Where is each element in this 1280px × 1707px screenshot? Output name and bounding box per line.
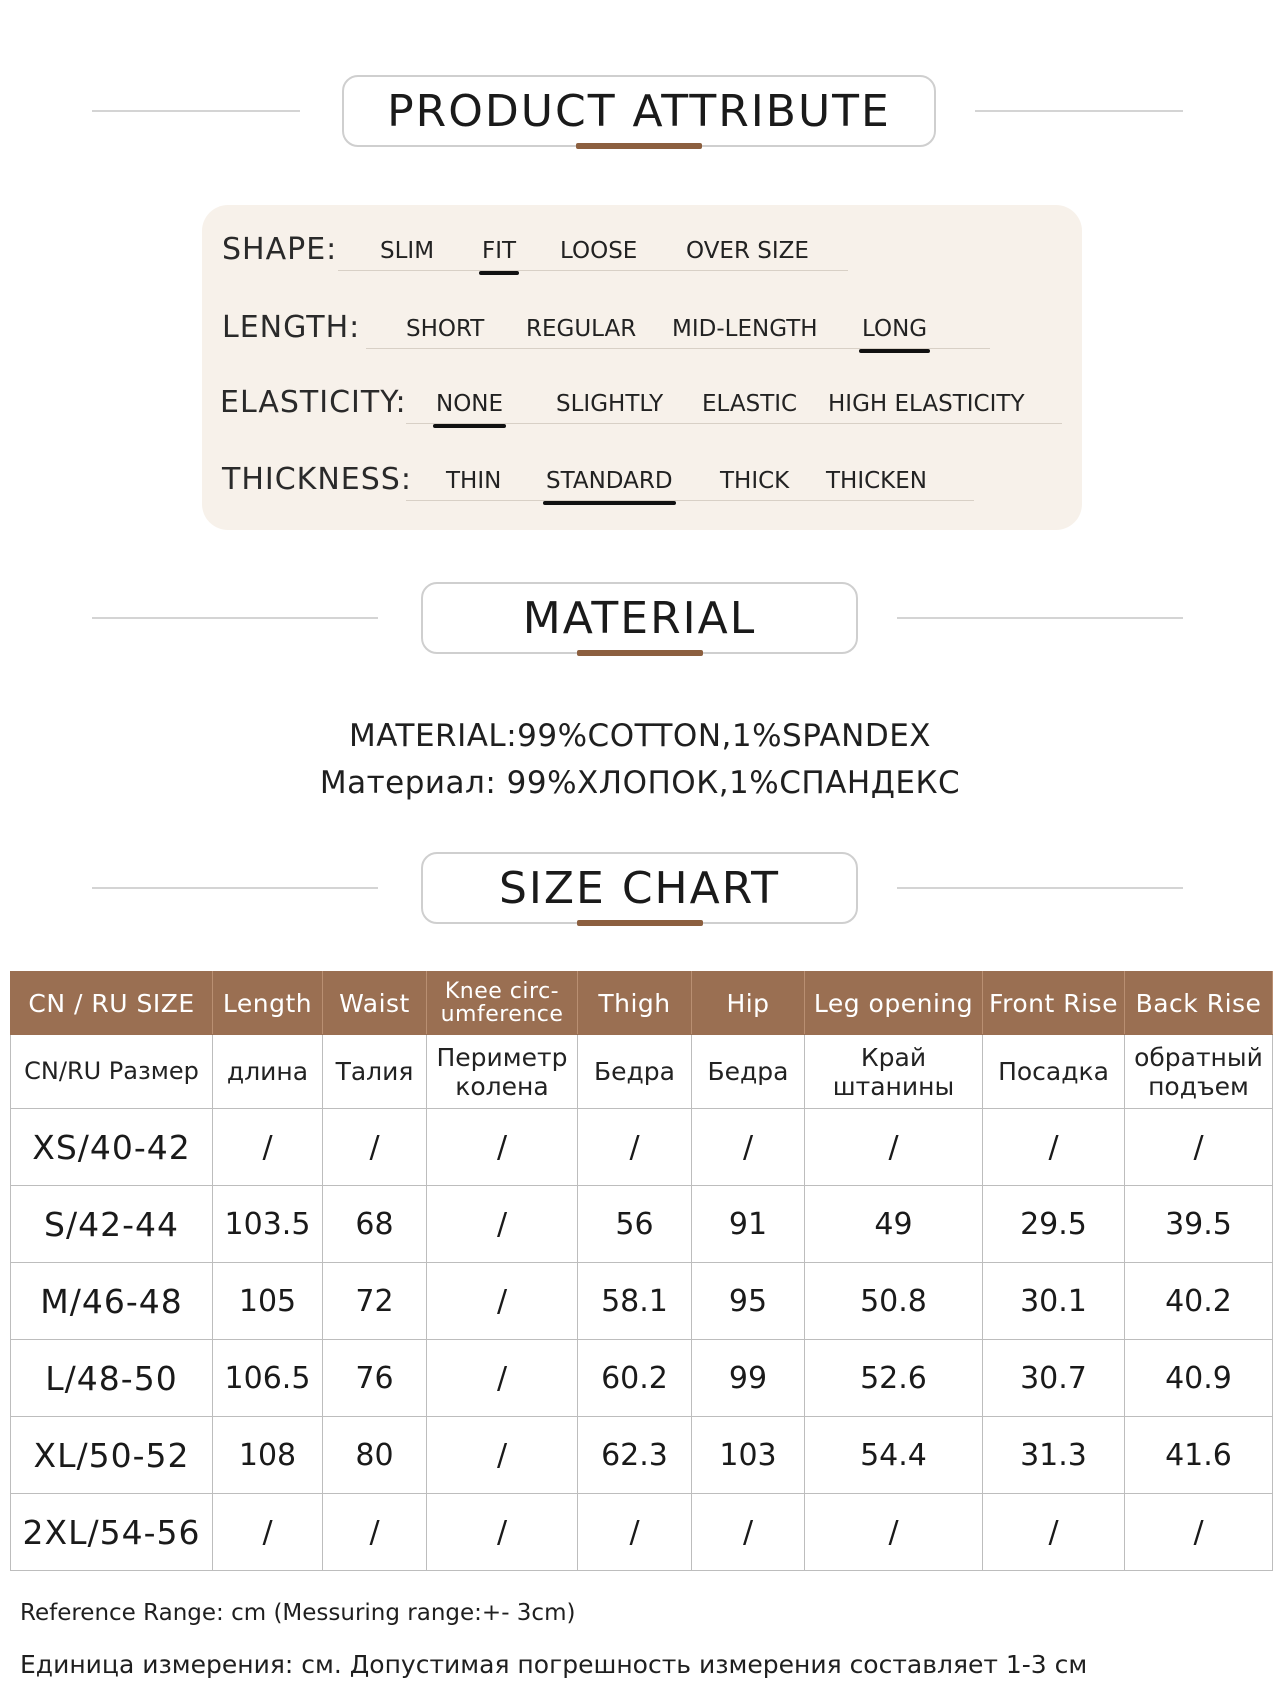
value-cell: 95 <box>692 1263 805 1340</box>
value-cell: 29.5 <box>983 1186 1125 1263</box>
value-cell: 106.5 <box>213 1340 323 1417</box>
attribute-row-length <box>202 308 1082 348</box>
value-cell: 31.3 <box>983 1417 1125 1494</box>
size-chart-table <box>10 971 1273 1571</box>
table-row <box>11 1340 1273 1417</box>
section-title-product-attribute <box>342 75 936 147</box>
attribute-option: REGULAR <box>526 316 637 342</box>
size-cell: 2XL/54-56 <box>11 1494 213 1571</box>
size-cell: S/42-44 <box>11 1186 213 1263</box>
header-cell-ru: Край штанины <box>805 1035 983 1109</box>
attribute-option: THICK <box>720 468 790 494</box>
attribute-line <box>338 270 848 271</box>
value-cell: 49 <box>805 1186 983 1263</box>
value-cell: 108 <box>213 1417 323 1494</box>
divider-right <box>897 887 1183 889</box>
header-cell: Length <box>213 972 323 1035</box>
value-cell: 103 <box>692 1417 805 1494</box>
header-cell: Leg opening <box>805 972 983 1035</box>
value-cell: / <box>1125 1109 1273 1186</box>
value-cell: 80 <box>323 1417 427 1494</box>
value-cell: / <box>805 1494 983 1571</box>
value-cell: 41.6 <box>1125 1417 1273 1494</box>
value-cell: / <box>213 1494 323 1571</box>
value-cell: 60.2 <box>578 1340 692 1417</box>
value-cell: 30.1 <box>983 1263 1125 1340</box>
value-cell: 40.2 <box>1125 1263 1273 1340</box>
attribute-option: LOOSE <box>560 238 638 264</box>
value-cell: / <box>983 1494 1125 1571</box>
attribute-option: SLIGHTLY <box>556 391 664 417</box>
attribute-row-shape <box>202 230 1082 270</box>
value-cell: / <box>578 1494 692 1571</box>
attribute-option: SHORT <box>406 316 485 342</box>
attribute-line <box>406 500 974 501</box>
value-cell: / <box>692 1109 805 1186</box>
section-title-size-chart <box>421 852 858 924</box>
attribute-label: SHAPE: <box>222 232 338 267</box>
value-cell: / <box>692 1494 805 1571</box>
title-accent-bar <box>577 650 703 656</box>
value-cell: / <box>323 1494 427 1571</box>
attribute-option: OVER SIZE <box>686 238 809 264</box>
header-cell: CN / RU SIZE <box>11 972 213 1035</box>
header-cell-ru: обратный подъем <box>1125 1035 1273 1109</box>
table-header-russian <box>11 1035 1273 1109</box>
attribute-option-selected: FIT <box>482 238 517 264</box>
header-cell-ru: Периметр колена <box>427 1035 578 1109</box>
section-title-text: SIZE CHART <box>499 862 780 914</box>
size-cell: L/48-50 <box>11 1340 213 1417</box>
header-cell: Front Rise <box>983 972 1125 1035</box>
value-cell: / <box>213 1109 323 1186</box>
attribute-option: THIN <box>446 468 502 494</box>
attribute-label: LENGTH: <box>222 310 361 345</box>
attribute-option: THICKEN <box>826 468 928 494</box>
header-cell-ru: Посадка <box>983 1035 1125 1109</box>
value-cell: 72 <box>323 1263 427 1340</box>
value-cell: 54.4 <box>805 1417 983 1494</box>
value-cell: 76 <box>323 1340 427 1417</box>
value-cell: 52.6 <box>805 1340 983 1417</box>
attribute-label: ELASTICITY: <box>220 385 407 420</box>
size-cell: M/46-48 <box>11 1263 213 1340</box>
title-accent-bar <box>577 920 703 926</box>
value-cell: 39.5 <box>1125 1186 1273 1263</box>
value-cell: / <box>427 1417 578 1494</box>
header-cell-ru: Талия <box>323 1035 427 1109</box>
section-title-text: PRODUCT ATTRIBUTE <box>387 85 891 137</box>
header-cell: Thigh <box>578 972 692 1035</box>
attribute-panel <box>202 205 1082 530</box>
divider-right <box>975 110 1183 112</box>
value-cell: / <box>578 1109 692 1186</box>
attribute-row-thickness <box>202 460 1082 500</box>
attribute-row-elasticity <box>202 383 1082 423</box>
attribute-option-selected: STANDARD <box>546 468 673 494</box>
table-row <box>11 1417 1273 1494</box>
attribute-option: ELASTIC <box>702 391 798 417</box>
divider-right <box>897 617 1183 619</box>
title-accent-bar <box>576 143 702 149</box>
header-cell-ru: CN/RU Размер <box>11 1035 213 1109</box>
value-cell: 40.9 <box>1125 1340 1273 1417</box>
divider-left <box>92 110 300 112</box>
value-cell: / <box>427 1186 578 1263</box>
attribute-option: HIGH ELASTICITY <box>828 391 1025 417</box>
table-row <box>11 1494 1273 1571</box>
size-cell: XL/50-52 <box>11 1417 213 1494</box>
value-cell: / <box>427 1263 578 1340</box>
attribute-option-selected: NONE <box>436 391 504 417</box>
value-cell: 50.8 <box>805 1263 983 1340</box>
header-cell-ru: Бедра <box>578 1035 692 1109</box>
table-row <box>11 1263 1273 1340</box>
value-cell: 58.1 <box>578 1263 692 1340</box>
value-cell: / <box>983 1109 1125 1186</box>
attribute-label: THICKNESS: <box>222 462 412 497</box>
table-row <box>11 1186 1273 1263</box>
value-cell: 62.3 <box>578 1417 692 1494</box>
divider-left <box>92 617 378 619</box>
header-cell: Knee circ- umference <box>427 972 578 1035</box>
value-cell: 56 <box>578 1186 692 1263</box>
attribute-option: SLIM <box>380 238 435 264</box>
value-cell: / <box>805 1109 983 1186</box>
value-cell: 91 <box>692 1186 805 1263</box>
size-cell: XS/40-42 <box>11 1109 213 1186</box>
header-cell-ru: Бедра <box>692 1035 805 1109</box>
value-cell: / <box>1125 1494 1273 1571</box>
measurement-note-russian: Единица измерения: см. Допустимая погрешность измерения составляет 1-3 см <box>20 1650 1088 1679</box>
header-cell: Waist <box>323 972 427 1035</box>
attribute-option-selected: LONG <box>862 316 928 342</box>
section-title-text: MATERIAL <box>522 592 757 644</box>
value-cell: / <box>427 1340 578 1417</box>
value-cell: 30.7 <box>983 1340 1125 1417</box>
value-cell: 105 <box>213 1263 323 1340</box>
value-cell: / <box>427 1109 578 1186</box>
reference-range-note: Reference Range: cm (Messuring range:+- 3cm) <box>20 1600 576 1626</box>
header-cell: Back Rise <box>1125 972 1273 1035</box>
table-header-english <box>11 972 1273 1035</box>
value-cell: / <box>323 1109 427 1186</box>
value-cell: 103.5 <box>213 1186 323 1263</box>
attribute-option: MID-LENGTH <box>672 316 818 342</box>
section-title-material <box>421 582 858 654</box>
header-cell: Hip <box>692 972 805 1035</box>
divider-left <box>92 887 378 889</box>
material-russian: Материал: 99%ХЛОПОК,1%СПАНДЕКС <box>319 765 961 801</box>
material-english: MATERIAL:99%COTTON,1%SPANDEX <box>348 718 932 754</box>
header-cell-ru: длина <box>213 1035 323 1109</box>
value-cell: 99 <box>692 1340 805 1417</box>
table-row <box>11 1109 1273 1186</box>
value-cell: 68 <box>323 1186 427 1263</box>
value-cell: / <box>427 1494 578 1571</box>
